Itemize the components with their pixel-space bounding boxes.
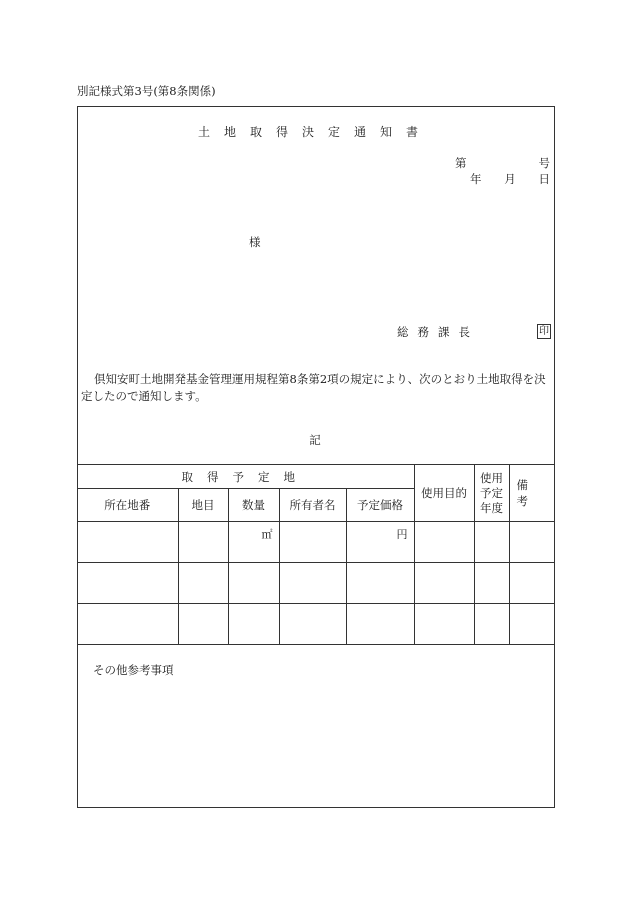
cell	[279, 563, 346, 604]
header-year-line-2: 予定	[480, 485, 504, 500]
cell	[509, 604, 555, 645]
table-row	[77, 522, 555, 563]
price-unit: 円	[346, 522, 414, 563]
cell	[509, 563, 555, 604]
cell	[509, 522, 555, 563]
form-label: 別記様式第3号(第8条関係)	[77, 84, 216, 98]
header-remarks: 備考	[509, 465, 555, 522]
cell	[474, 604, 509, 645]
header-owner: 所有者名	[279, 489, 346, 522]
body-text: 倶知安町土地開発基金管理運用規程第8条第2項の規定により、次のとおり土地取得を決定したので通知します。	[81, 372, 546, 403]
notes-label: その他参考事項	[93, 663, 174, 677]
quantity-unit: ㎡	[228, 522, 279, 563]
number-prefix: 第	[455, 156, 467, 170]
header-purpose: 使用目的	[414, 465, 474, 522]
cell	[279, 522, 346, 563]
cell	[346, 563, 414, 604]
date-year: 年	[470, 172, 482, 186]
header-year-line-1: 使用	[480, 470, 504, 485]
number-line	[455, 155, 550, 171]
sender: 総務課長	[397, 325, 479, 339]
header-year	[474, 465, 509, 522]
document-frame	[77, 106, 555, 808]
land-table	[77, 464, 555, 645]
cell	[77, 522, 178, 563]
ki-heading: 記	[309, 433, 321, 447]
seal-mark: 印	[539, 326, 549, 337]
cell	[414, 604, 474, 645]
table-row	[77, 604, 555, 645]
cell	[414, 522, 474, 563]
header-year-line-3: 年度	[480, 500, 504, 515]
cell	[346, 604, 414, 645]
date-line	[470, 171, 550, 187]
number-suffix: 号	[538, 156, 550, 170]
cell	[77, 563, 178, 604]
cell	[474, 563, 509, 604]
cell	[474, 522, 509, 563]
date-day: 日	[538, 172, 550, 186]
table-row	[77, 563, 555, 604]
document-title: 土地取得決定通知書	[197, 125, 432, 139]
cell	[178, 522, 228, 563]
date-month: 月	[504, 172, 516, 186]
cell	[77, 604, 178, 645]
cell	[228, 604, 279, 645]
cell	[228, 563, 279, 604]
cell	[178, 604, 228, 645]
header-price: 予定価格	[346, 489, 414, 522]
cell	[279, 604, 346, 645]
cell	[178, 563, 228, 604]
cell	[414, 563, 474, 604]
header-quantity: 数量	[228, 489, 279, 522]
group-header: 取得予定地	[77, 465, 414, 489]
header-location: 所在地番	[77, 489, 178, 522]
header-land-category: 地目	[178, 489, 228, 522]
addressee-suffix: 様	[249, 235, 261, 249]
